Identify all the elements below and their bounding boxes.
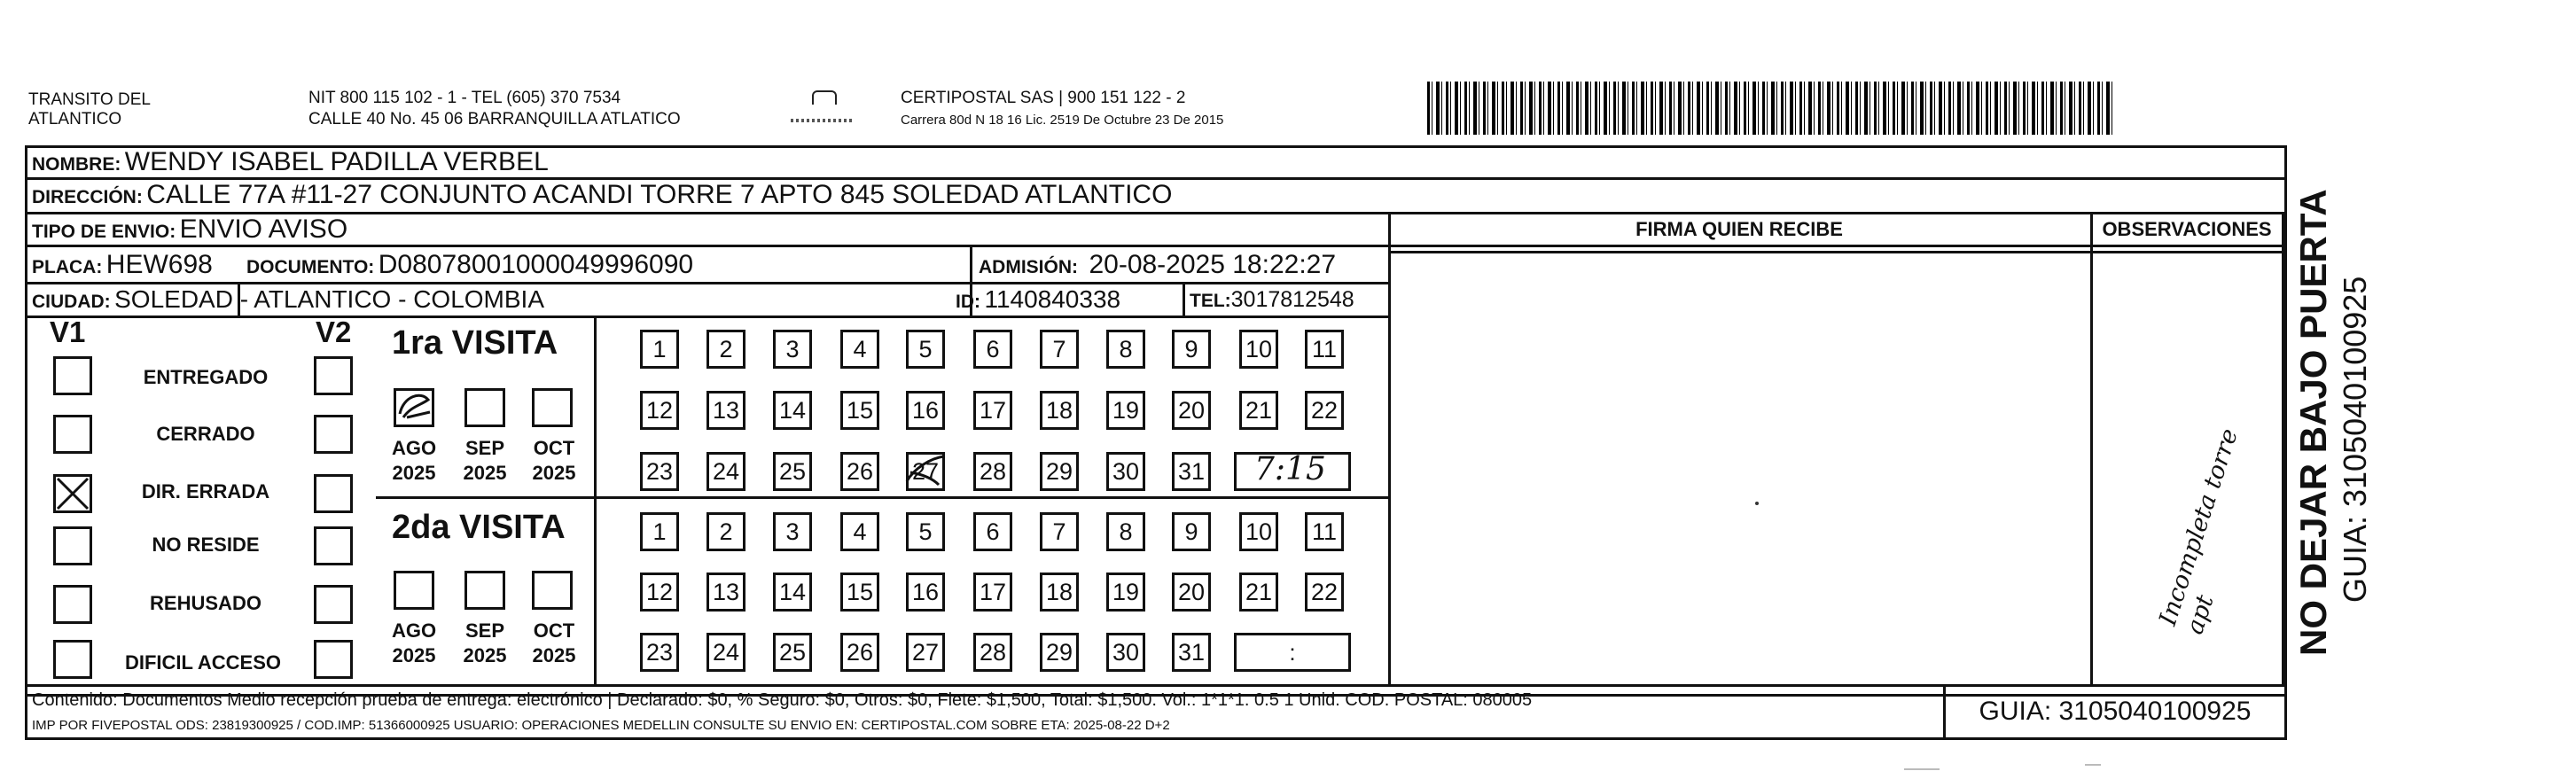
month-box-ago[interactable] bbox=[394, 388, 434, 427]
option-label: REHUSADO bbox=[150, 592, 262, 614]
day-box[interactable]: 7 bbox=[1040, 512, 1079, 551]
day-box[interactable]: 22 bbox=[1305, 391, 1344, 430]
nombre-row bbox=[32, 147, 549, 177]
day-box[interactable]: 28 bbox=[973, 452, 1012, 491]
v2-dir-errada-checkbox[interactable] bbox=[314, 474, 353, 513]
company-name-line2: ATLANTICO bbox=[28, 110, 122, 129]
day-box[interactable]: 24 bbox=[706, 452, 745, 491]
v2-dificil-acceso-checkbox[interactable] bbox=[314, 640, 353, 679]
day-box[interactable]: 9 bbox=[1172, 512, 1211, 551]
month-year-ago: AGO 2025 bbox=[391, 437, 437, 484]
nombre-value: WENDY ISABEL PADILLA VERBEL bbox=[124, 147, 549, 176]
day-box[interactable]: 23 bbox=[640, 452, 679, 491]
company-name-line1: TRANSITO DEL bbox=[28, 90, 151, 109]
day-box[interactable]: 28 bbox=[973, 633, 1012, 672]
option-label: NO RESIDE bbox=[152, 534, 260, 556]
tel-value: 3017812548 bbox=[1230, 287, 1354, 312]
row-divider bbox=[25, 212, 2287, 214]
day-box[interactable]: 1 bbox=[640, 512, 679, 551]
row-divider bbox=[25, 684, 2287, 687]
v2-entregado-checkbox[interactable] bbox=[314, 356, 353, 395]
day-box[interactable]: 26 bbox=[840, 633, 879, 672]
placa-label: PLACA: bbox=[32, 257, 103, 277]
v1-header: V1 bbox=[50, 315, 86, 348]
month-box-oct[interactable] bbox=[532, 388, 573, 427]
row-divider bbox=[25, 315, 1390, 318]
address-line: CALLE 40 No. 45 06 BARRANQUILLA ATLATICO bbox=[308, 110, 681, 129]
col-divider bbox=[1388, 212, 1391, 684]
month-box-oct[interactable] bbox=[532, 571, 573, 610]
day-box[interactable]: 6 bbox=[973, 330, 1012, 369]
day-box[interactable]: 25 bbox=[773, 633, 812, 672]
direccion-value: CALLE 77A #11-27 CONJUNTO ACANDI TORRE 7 APTO 845 SOLEDAD ATLANTICO bbox=[146, 180, 1173, 209]
carrier-logo-icon bbox=[812, 90, 837, 105]
nit-line: NIT 800 115 102 - 1 - TEL (605) 370 7534 bbox=[308, 89, 621, 107]
scan-speck bbox=[1904, 768, 1940, 770]
row-divider bbox=[1388, 251, 2287, 253]
admision-row bbox=[979, 250, 1336, 280]
documento-value: D08078001000049996090 bbox=[378, 250, 694, 279]
tipo-value: ENVIO AVISO bbox=[179, 214, 348, 244]
day-box[interactable]: 5 bbox=[906, 330, 945, 369]
side-guia: GUIA: 3105040100925 bbox=[2337, 276, 2373, 603]
day-box[interactable]: 13 bbox=[706, 573, 745, 612]
barcode bbox=[1427, 82, 2115, 135]
day-box[interactable]: 16 bbox=[906, 573, 945, 612]
v1-entregado-checkbox[interactable] bbox=[53, 356, 92, 395]
ciudad-label: CIUDAD: bbox=[32, 292, 111, 312]
row-divider bbox=[25, 282, 1390, 284]
day-box[interactable]: 14 bbox=[773, 391, 812, 430]
month-year-sep: SEP 2025 bbox=[463, 619, 507, 666]
day-box[interactable]: 1 bbox=[640, 330, 679, 369]
footer-divider bbox=[1943, 684, 1946, 739]
day-box[interactable]: 17 bbox=[973, 573, 1012, 612]
first-visit-title: 1ra VISITA bbox=[392, 324, 558, 362]
day-box[interactable]: 9 bbox=[1172, 330, 1211, 369]
ciudad-row bbox=[32, 285, 544, 314]
day-box[interactable]: 5 bbox=[906, 512, 945, 551]
visit-divider bbox=[594, 315, 597, 684]
scan-speck bbox=[2085, 764, 2101, 766]
tipo-row bbox=[32, 214, 347, 245]
option-label: DIFICIL ACCESO bbox=[124, 651, 281, 674]
month-box-sep[interactable] bbox=[464, 388, 505, 427]
day-box[interactable]: 12 bbox=[640, 391, 679, 430]
day-box[interactable]: 18 bbox=[1040, 573, 1079, 612]
placa-row bbox=[32, 250, 213, 280]
handwritten-time: 7:15 bbox=[1254, 451, 1326, 487]
day-box[interactable]: 12 bbox=[640, 573, 679, 612]
option-label: DIR. ERRADA bbox=[141, 480, 270, 502]
day-box[interactable]: 7 bbox=[1040, 330, 1079, 369]
footer-left-edge bbox=[25, 684, 27, 740]
placa-value: HEW698 bbox=[105, 250, 213, 279]
day-box[interactable]: 19 bbox=[1106, 391, 1145, 430]
day-box[interactable]: 21 bbox=[1239, 573, 1278, 612]
footer-right-edge bbox=[2284, 684, 2287, 740]
day-box[interactable]: 13 bbox=[706, 391, 745, 430]
day-box[interactable]: 8 bbox=[1106, 512, 1145, 551]
day-box[interactable]: 15 bbox=[840, 573, 879, 612]
day-box[interactable]: 15 bbox=[840, 391, 879, 430]
day-box[interactable]: 2 bbox=[706, 330, 745, 369]
id-label: ID: bbox=[956, 292, 980, 312]
no-dejar-warning: NO DEJAR BAJO PUERTA bbox=[2292, 189, 2334, 656]
admision-value: 20-08-2025 18:22:27 bbox=[1089, 250, 1337, 279]
handwritten-observation: Incompleta torre apt bbox=[2154, 425, 2244, 638]
carrier-sub-line: Carrera 80d N 18 16 Lic. 2519 De Octubre 23 De 2015 bbox=[901, 113, 1224, 128]
v1-dificil-acceso-checkbox[interactable] bbox=[53, 640, 92, 679]
direccion-row bbox=[32, 180, 1172, 210]
tel-row bbox=[1190, 287, 1354, 313]
second-visit-title: 2da VISITA bbox=[392, 509, 566, 546]
observaciones-header: OBSERVACIONES bbox=[2102, 218, 2272, 240]
day-box[interactable]: 30 bbox=[1106, 452, 1145, 491]
row-divider bbox=[25, 245, 2287, 247]
v1-rehusado-checkbox[interactable] bbox=[53, 585, 92, 624]
day-box[interactable]: 3 bbox=[773, 330, 812, 369]
month-scribble-icon bbox=[394, 387, 432, 423]
month-box-ago[interactable] bbox=[394, 571, 434, 610]
visit-divider bbox=[376, 496, 1388, 499]
day-box[interactable]: 31 bbox=[1172, 633, 1211, 672]
direccion-label: DIRECCIÓN: bbox=[32, 187, 143, 207]
day-box[interactable]: 29 bbox=[1040, 452, 1079, 491]
day-box[interactable]: 30 bbox=[1106, 633, 1145, 672]
tipo-label: TIPO DE ENVIO: bbox=[32, 222, 176, 242]
day-box[interactable]: 14 bbox=[773, 573, 812, 612]
day-box[interactable]: 16 bbox=[906, 391, 945, 430]
v1-no-reside-checkbox[interactable] bbox=[53, 526, 92, 565]
day-box[interactable]: 22 bbox=[1305, 573, 1344, 612]
admision-label: ADMISIÓN: bbox=[979, 257, 1078, 277]
id-row bbox=[956, 285, 1120, 314]
v2-rehusado-checkbox[interactable] bbox=[314, 585, 353, 624]
day-box[interactable]: 27 bbox=[906, 633, 945, 672]
v2-no-reside-checkbox[interactable] bbox=[314, 526, 353, 565]
day-box[interactable]: 21 bbox=[1239, 391, 1278, 430]
day-box[interactable]: 4 bbox=[840, 330, 879, 369]
day-box[interactable]: 20 bbox=[1172, 391, 1211, 430]
day-box[interactable]: 10 bbox=[1239, 330, 1278, 369]
day-box[interactable]: 26 bbox=[840, 452, 879, 491]
id-value: 1140840338 bbox=[984, 285, 1121, 313]
v2-cerrado-checkbox[interactable] bbox=[314, 415, 353, 454]
day-box[interactable]: 10 bbox=[1239, 512, 1278, 551]
imp-line: IMP POR FIVEPOSTAL ODS: 23819300925 / COD.IMP: 51366000925 USUARIO: OPERACIONES MEDELLIN CONSULTE SU ENVIO EN: CERTIPOSTAL.COM SOBRE ETA: 2025-08-22 D+2 bbox=[32, 718, 1170, 733]
footer-bottom-line bbox=[25, 737, 2287, 740]
option-label: ENTREGADO bbox=[143, 366, 269, 388]
day-box[interactable]: 3 bbox=[773, 512, 812, 551]
v1-dir-errada-checkbox[interactable] bbox=[53, 474, 92, 513]
logo-dots bbox=[791, 119, 855, 122]
day-box[interactable]: 25 bbox=[773, 452, 812, 491]
month-year-oct: OCT 2025 bbox=[532, 619, 576, 666]
day-box[interactable]: 11 bbox=[1305, 330, 1344, 369]
month-box-sep[interactable] bbox=[464, 571, 505, 610]
firma-header: FIRMA QUIEN RECIBE bbox=[1635, 218, 1843, 240]
month-year-oct: OCT 2025 bbox=[532, 437, 576, 484]
col-divider bbox=[2090, 212, 2093, 684]
documento-row bbox=[246, 250, 693, 280]
tel-label: TEL: bbox=[1190, 291, 1231, 311]
carrier-line: CERTIPOSTAL SAS | 900 151 122 - 2 bbox=[901, 89, 1186, 107]
contenido-line: Contenido: Documentos Medio recepción prueba de entrega: electrónico | Declarado: $0, % Seguro: $0, Otros: $0, Flete: $1,500, Total: $1,500. Vol.: 1*1*1. 0.5 1 Unid. COD. POSTAL: 080005 bbox=[32, 690, 1533, 710]
nombre-label: NOMBRE: bbox=[32, 154, 121, 175]
second-visit-time-box[interactable]: : bbox=[1234, 633, 1351, 672]
day-box[interactable]: 11 bbox=[1305, 512, 1344, 551]
day-box[interactable]: 27 bbox=[906, 452, 945, 491]
day-box[interactable]: 8 bbox=[1106, 330, 1145, 369]
month-year-ago: AGO 2025 bbox=[391, 619, 437, 666]
day-box[interactable]: 6 bbox=[973, 512, 1012, 551]
v1-cerrado-checkbox[interactable] bbox=[53, 415, 92, 454]
first-visit-time-box[interactable] bbox=[1234, 452, 1351, 491]
day-box[interactable]: 31 bbox=[1172, 452, 1211, 491]
month-year-sep: SEP 2025 bbox=[463, 437, 507, 484]
day-box[interactable]: 24 bbox=[706, 633, 745, 672]
day-box[interactable]: 20 bbox=[1172, 573, 1211, 612]
v2-header: V2 bbox=[316, 315, 352, 348]
day-box[interactable]: 23 bbox=[640, 633, 679, 672]
day-box[interactable]: 19 bbox=[1106, 573, 1145, 612]
signature-dot bbox=[1755, 502, 1759, 505]
footer-guia: GUIA: 3105040100925 bbox=[1979, 697, 2252, 726]
col-divider bbox=[1183, 282, 1185, 315]
ciudad-value: SOLEDAD - ATLANTICO - COLOMBIA bbox=[114, 285, 545, 313]
col-divider bbox=[2282, 212, 2284, 684]
scribble-mark-icon bbox=[903, 451, 948, 490]
option-label: CERRADO bbox=[156, 423, 255, 445]
day-box[interactable]: 17 bbox=[973, 391, 1012, 430]
day-box[interactable]: 2 bbox=[706, 512, 745, 551]
documento-label: DOCUMENTO: bbox=[246, 257, 375, 277]
day-box[interactable]: 4 bbox=[840, 512, 879, 551]
day-box[interactable]: 29 bbox=[1040, 633, 1079, 672]
day-box[interactable]: 18 bbox=[1040, 391, 1079, 430]
check-x-icon bbox=[56, 477, 90, 510]
